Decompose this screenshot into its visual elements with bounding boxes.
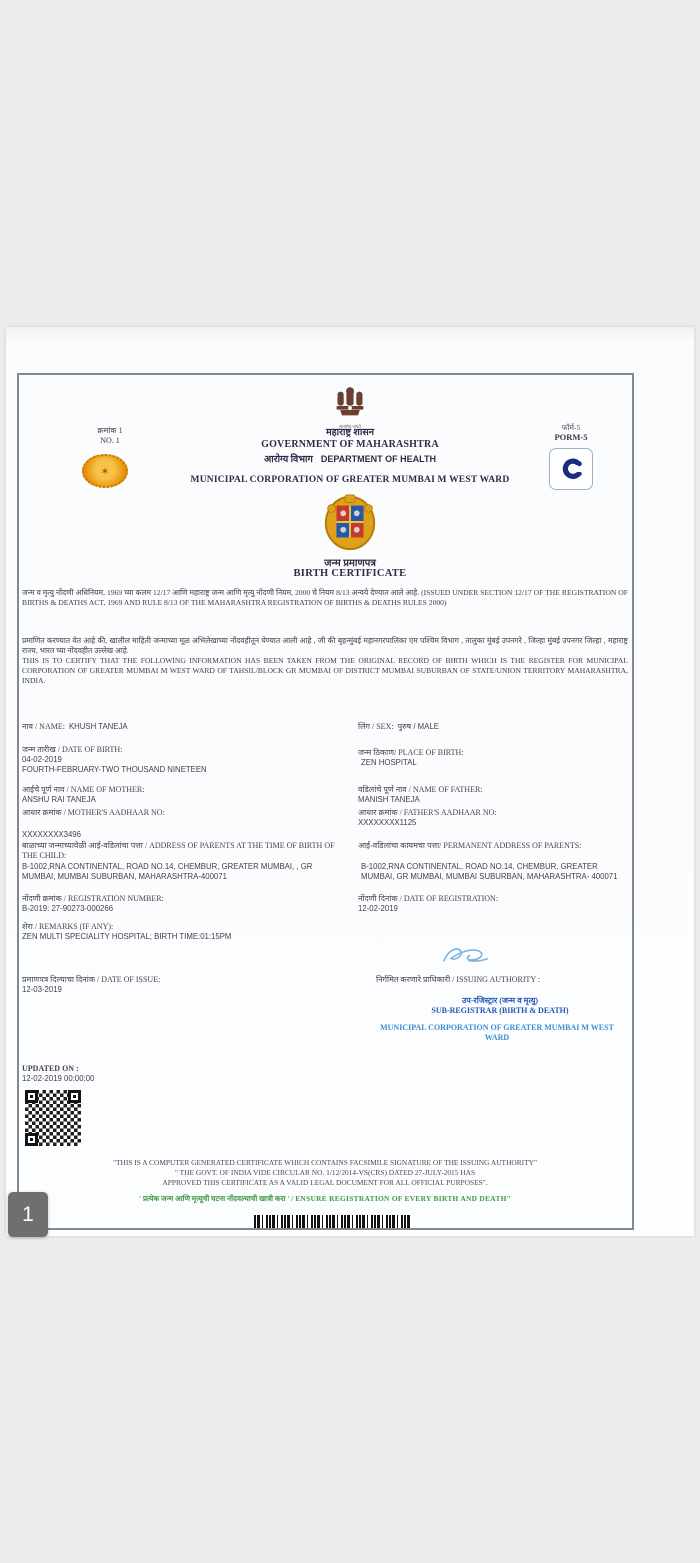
mother-label: आईचे पूर्ण नाव / NAME OF MOTHER: bbox=[22, 785, 145, 794]
field-permanent-address bbox=[358, 841, 630, 882]
field-issue-date bbox=[22, 975, 352, 995]
name-label: नाव / NAME: bbox=[22, 722, 65, 731]
updated-value: 12-02-2019 00:00:00 bbox=[22, 1074, 95, 1083]
certify-paragraph-english: THIS IS TO CERTIFY THAT THE FOLLOWING INFORMATION HAS BEEN TAKEN FROM THE ORIGINAL RECORD OF BIRTH WHICH IS THE REGISTER FOR MUNICIPAL CORPORATION OF GREATER MUMBAI M WEST WARD OF TAHSIL/BLOCK GR MUMBAI OF DISTRICT MUMBAI SUBURBAN OF STATE/UNION TERRITORY MAHARASHTRA, INDIA. bbox=[22, 656, 628, 685]
field-pob bbox=[358, 748, 630, 768]
footer-notes bbox=[46, 1158, 604, 1188]
form5-logo bbox=[549, 448, 593, 490]
sex-value: पुरुष / MALE bbox=[397, 722, 439, 731]
slogan-english: ENSURE REGISTRATION OF EVERY BIRTH AND DEATH" bbox=[295, 1194, 512, 1203]
birth-address-value: B-1002,RNA CONTINENTAL, ROAD NO.14, CHEMBUR, GREATER MUMBAI, , GR MUMBAI, MUMBAI SUBURBAN, MAHARASHTRA-400071 bbox=[22, 862, 313, 881]
name-value: KHUSH TANEJA bbox=[68, 722, 128, 731]
slogan-marathi: ' प्रत्येक जन्म आणि मृत्यूची घटना नोंदवल्याची खात्री करा ' / bbox=[138, 1194, 294, 1203]
reg-date-label: नोंदणी दिनांक / DATE OF REGISTRATION: bbox=[358, 894, 499, 903]
footer-slogan bbox=[46, 1194, 604, 1204]
remarks-label: शेरा / REMARKS (IF ANY): bbox=[22, 922, 114, 931]
field-birth-address bbox=[22, 841, 344, 882]
mother-aadhaar-label: आधार क्रमांक / MOTHER'S AADHAAR NO: bbox=[22, 808, 165, 817]
authority-label: निर्गमित करणारे प्राधिकारी / ISSUING AUTHORITY : bbox=[376, 975, 541, 984]
barcode-icon bbox=[254, 1215, 412, 1228]
form-english: PORM-5 bbox=[554, 432, 588, 442]
dob-words: FOURTH-FEBRUARY-TWO THOUSAND NINETEEN bbox=[22, 765, 207, 774]
title-english: BIRTH CERTIFICATE bbox=[293, 568, 407, 579]
field-reg-no bbox=[22, 894, 352, 914]
field-updated-on bbox=[22, 1064, 352, 1084]
certificate-page bbox=[6, 327, 694, 1236]
field-mother bbox=[22, 785, 352, 805]
authority-designation bbox=[390, 996, 610, 1016]
serial-english: NO. 1 bbox=[100, 436, 120, 445]
pob-label: जन्म ठिकाण/ PLACE OF BIRTH: bbox=[358, 748, 464, 757]
mother-value: ANSHU RAI TANEJA bbox=[22, 795, 96, 804]
authority-organization: MUNICIPAL CORPORATION OF GREATER MUMBAI M WEST WARD bbox=[380, 1023, 614, 1042]
municipal-crest bbox=[6, 493, 694, 556]
authority-english: SUB-REGISTRAR (BIRTH & DEATH) bbox=[431, 1006, 569, 1015]
birth-address-label: बाळाच्या जन्माच्यावेळी आई-वडिलांचा पत्ता / ADDRESS OF PARENTS AT THE TIME OF BIRTH OF THE CHILD: bbox=[22, 841, 335, 860]
father-label: वडिलांचे पूर्ण नाव / NAME OF FATHER: bbox=[358, 785, 483, 794]
emblem-motto: सत्यमेव जयते bbox=[339, 424, 361, 429]
field-father-aadhaar bbox=[358, 808, 630, 828]
sex-label: लिंग / SEX: bbox=[358, 722, 394, 731]
mother-aadhaar-value: XXXXXXXX3496 bbox=[22, 830, 81, 839]
seal-stamp-icon: ✶ bbox=[82, 454, 128, 488]
remarks-value: ZEN MULTI SPECIALITY HOSPITAL; BIRTH TIME:01:15PM bbox=[22, 932, 232, 941]
page-number-badge: 1 bbox=[8, 1192, 48, 1237]
corporation-heading: MUNICIPAL CORPORATION OF GREATER MUMBAI M WEST WARD bbox=[190, 475, 510, 485]
pob-value: ZEN HOSPITAL bbox=[361, 758, 417, 767]
footer-line1: "THIS IS A COMPUTER GENERATED CERTIFICATE WHICH CONTAINS FACSIMILE SIGNATURE OF THE ISSUING AUTHORITY" bbox=[112, 1158, 537, 1167]
reg-no-value: B-2019: 27-90273-000266 bbox=[22, 904, 114, 913]
form-block bbox=[534, 423, 608, 490]
facsimile-signature bbox=[436, 939, 494, 974]
reg-date-value: 12-02-2019 bbox=[358, 904, 398, 913]
dob-value: 04-02-2019 bbox=[22, 755, 62, 764]
updated-label: UPDATED ON : bbox=[22, 1064, 79, 1073]
field-sex bbox=[358, 716, 630, 734]
field-name bbox=[22, 716, 352, 734]
certify-paragraph-marathi: प्रमाणित करण्यात येत आहे की, खालील माहिती जन्माच्या मूळ अभिलेखाच्या नोंदवहीतून घेण्यात आली आहे , जी की बृहन्मुंबई महानगरपालिका एम पश्चिम विभाग , तालुका मुंबई उपनगरे , जिल्हा मुंबई उपनगर जिल्हा , महाराष्ट्र राज्य, भारत च्या नोंदवहीत उल्लेख आहे. bbox=[22, 636, 628, 655]
father-aadhaar-value: XXXXXXXX1125 bbox=[358, 818, 417, 827]
dept-english: DEPARTMENT OF HEALTH bbox=[320, 454, 436, 464]
mcgm-crest-icon bbox=[323, 493, 377, 551]
permanent-address-value: B-1002,RNA CONTINENTAL, ROAD NO.14, CHEMBUR, GREATER MUMBAI, GR MUMBAI, MUMBAI SUBURBAN, MAHARASHTRA- 400071 bbox=[361, 862, 618, 881]
permanent-address-label: आई-वडिलांचा कायमचा पत्ता/ PERMANENT ADDRESS OF PARENTS: bbox=[358, 841, 582, 850]
field-reg-date bbox=[358, 894, 630, 914]
footer-line2: " THE GOVT. OF INDIA VIDE CIRCULAR NO. 1/12/2014-VS(CRS) DATED 27-JULY-2015 HAS bbox=[174, 1168, 476, 1177]
issue-date-label: प्रमाणपत्र दिल्याचा दिनांक / DATE OF ISSUE: bbox=[22, 975, 161, 984]
certify-paragraph bbox=[22, 636, 628, 686]
father-aadhaar-label: आधार क्रमांक / FATHER'S AADHAAR NO: bbox=[358, 808, 497, 817]
dept-marathi: आरोग्य विभाग bbox=[263, 455, 313, 465]
health-dept-logo-icon bbox=[554, 453, 588, 485]
field-father bbox=[358, 785, 630, 805]
govt-english: GOVERNMENT OF MAHARASHTRA bbox=[261, 439, 439, 450]
field-dob bbox=[22, 745, 352, 775]
signature-icon bbox=[436, 939, 494, 969]
issue-date-value: 12-03-2019 bbox=[22, 985, 62, 994]
father-value: MANISH TANEJA bbox=[358, 795, 420, 804]
authority-marathi: उप-रजिस्ट्रार (जन्म व मृत्यु) bbox=[461, 996, 539, 1005]
govt-marathi: महाराष्ट्र शासन bbox=[325, 428, 375, 438]
dob-label: जन्म तारीख / DATE OF BIRTH: bbox=[22, 745, 123, 754]
qr-code-icon bbox=[25, 1090, 81, 1146]
reg-no-label: नोंदणी क्रमांक / REGISTRATION NUMBER: bbox=[22, 894, 164, 903]
field-remarks bbox=[22, 922, 352, 942]
title-marathi: जन्म प्रमाणपत्र bbox=[324, 558, 376, 569]
issued-under-paragraph: जन्म व मृत्यु नोंदणी अधिनियम, 1969 च्या कलम 12/17 आणि महाराष्ट्र जन्म आणि मृत्यु नोंदणी नियम, 2000 चे नियम 8/13 अन्वये देण्यात आले आहे. (ISSUED UNDER SECTION 12/17 OF THE REGISTRATION OF BIRTHS & DEATHS ACT, 1969 AND RULE 8/13 OF THE MAHARASHTRA REGISTRATION OF BIRTHS & DEATHS RULES 2000) bbox=[22, 588, 628, 607]
serial-marathi: क्रमांक 1 bbox=[97, 426, 123, 435]
footer-line3: APPROVED THIS CERTIFICATE AS A VALID LEGAL DOCUMENT FOR ALL OFFICIAL PURPOSES". bbox=[162, 1178, 488, 1187]
ashoka-emblem-icon bbox=[332, 385, 368, 419]
form-marathi: फॉर्म-5 bbox=[561, 423, 581, 432]
